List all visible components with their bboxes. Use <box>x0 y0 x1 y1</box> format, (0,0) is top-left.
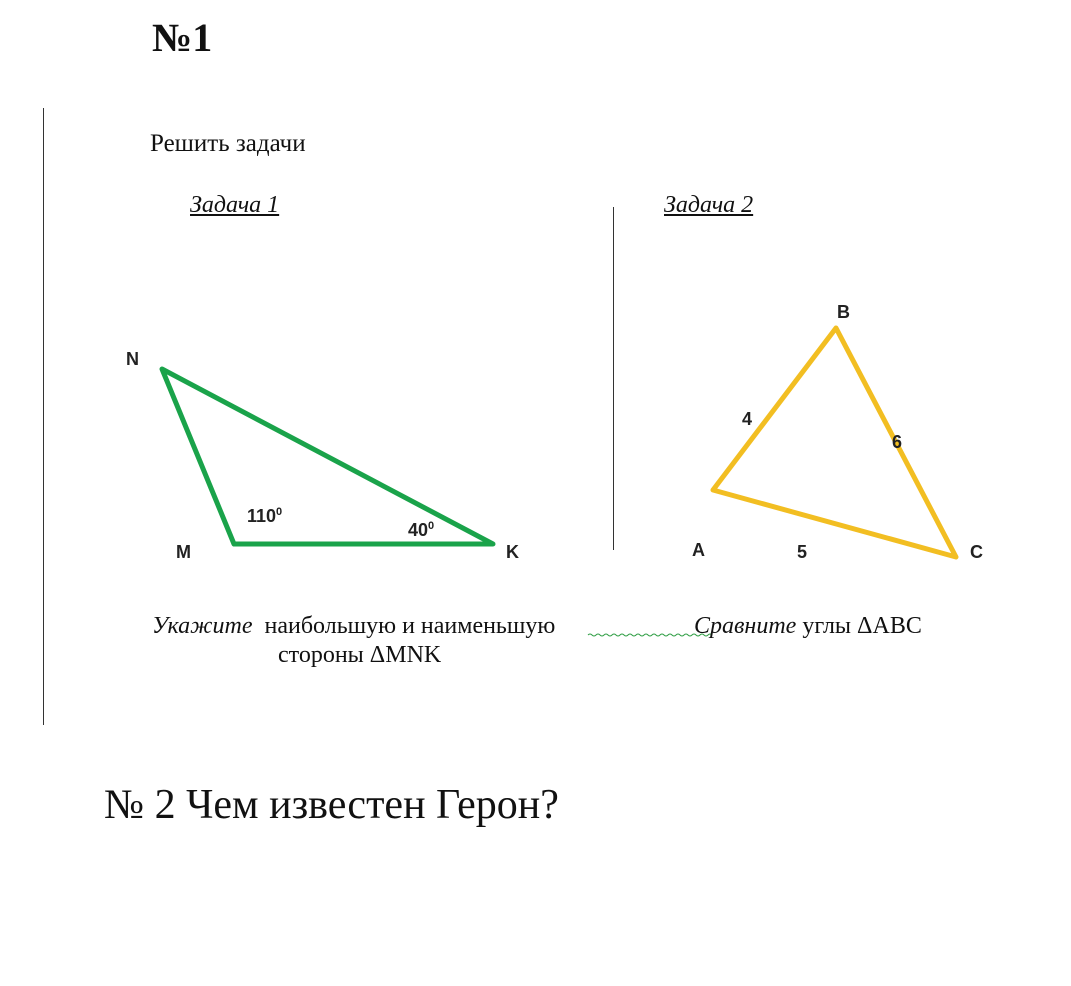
heading-task-1: №1 <box>152 15 213 60</box>
side-label-ab: 4 <box>742 409 753 429</box>
triangle-mnk <box>162 369 493 544</box>
task-2-question-rest: углы ΔABC <box>802 613 922 639</box>
instruction-text: Решить задачи <box>150 130 306 157</box>
triangle-abc <box>713 328 956 557</box>
vertex-label-a: A <box>692 540 705 560</box>
vertex-label-k: K <box>506 542 519 562</box>
vertex-label-b: B <box>837 302 850 322</box>
vertex-label-c: C <box>970 542 983 562</box>
task-1-question-line1: наибольшую и наименьшую <box>264 613 556 639</box>
angle-label-m: $110^0$ <box>247 506 283 526</box>
angle-label-k: $40^0$ <box>408 520 435 540</box>
vertex-label-n: N <box>126 349 139 369</box>
heading-task-2: № 2 Чем известен Герон? <box>104 782 559 828</box>
task-1-question-line2: стороны ΔMNK <box>278 642 442 668</box>
task-2-question-verb: Сравните <box>694 613 797 639</box>
task-1-question <box>152 611 555 641</box>
task-2-question <box>694 611 922 641</box>
side-label-ac: 5 <box>797 542 808 562</box>
task-1-title: Задача 1 <box>190 192 280 218</box>
side-label-bc: 6 <box>892 432 903 452</box>
vertex-label-m: M <box>176 542 191 562</box>
task-1-question-verb: Укажите <box>152 613 253 639</box>
task-2-title: Задача 2 <box>664 192 754 218</box>
